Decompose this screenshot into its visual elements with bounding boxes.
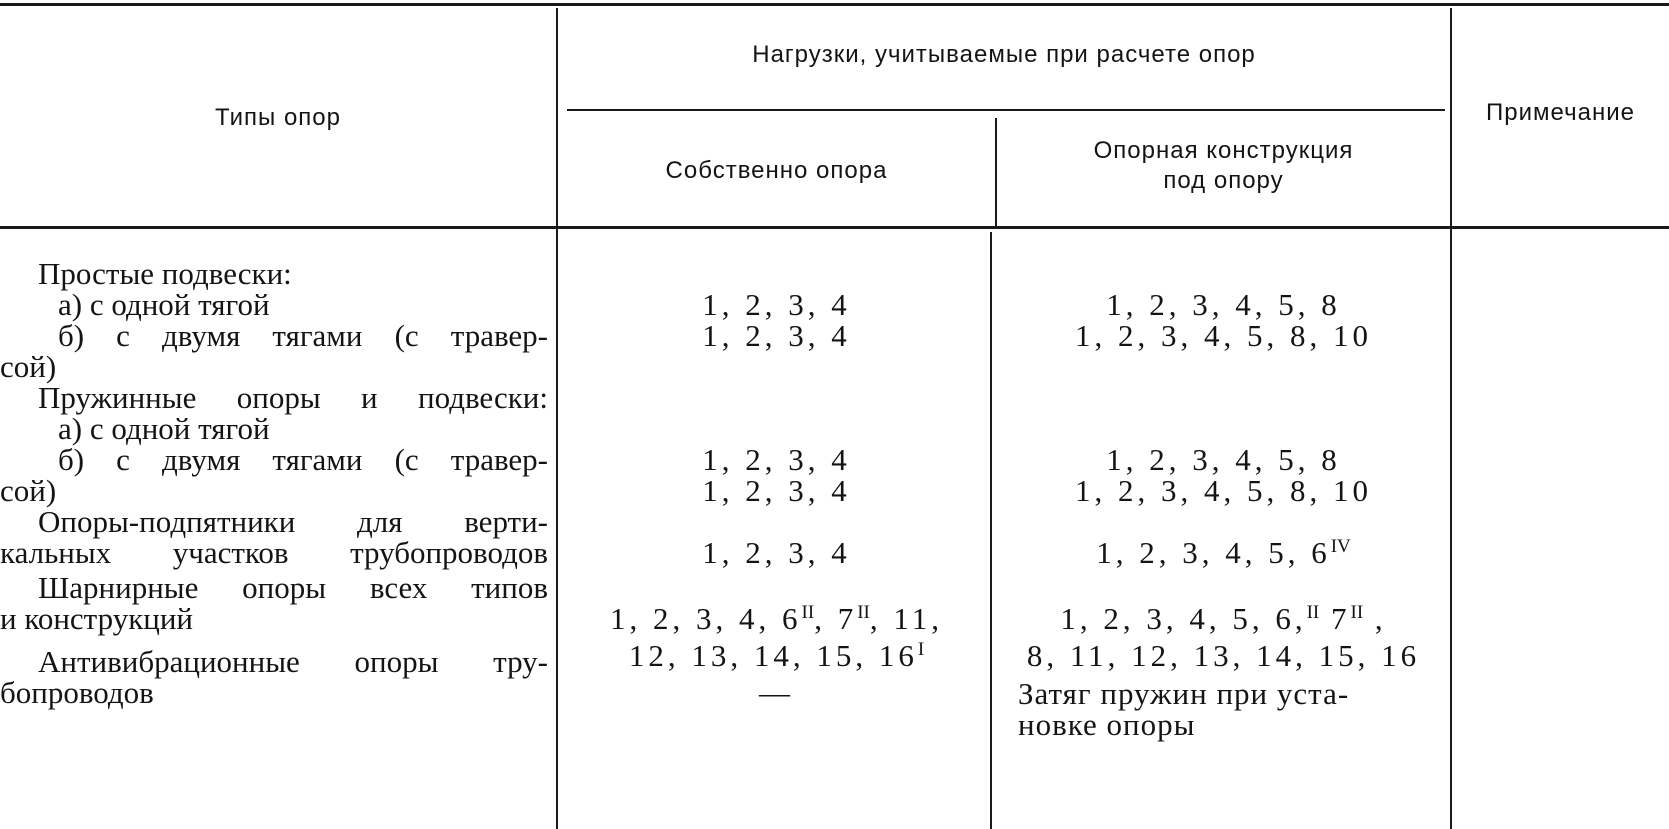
structure-loads-text: , xyxy=(1363,601,1387,636)
type-label: Пружинные опоры и подвески: xyxy=(38,380,548,415)
type-row xyxy=(0,506,548,568)
types-column xyxy=(0,258,548,708)
type-row xyxy=(0,646,548,708)
type-label: б) с двумя тягами (с травер- xyxy=(58,318,548,353)
type-label-cont: сой) xyxy=(0,473,57,508)
own-loads-text: 12, 13, 14, 15, 16 xyxy=(628,638,918,673)
type-label: Шарнирные опоры всех типов xyxy=(38,570,548,605)
structure-loads-cell xyxy=(997,537,1450,573)
own-loads-cell: 1, 2, 3, 4 xyxy=(702,473,851,508)
top-rule xyxy=(0,3,1669,6)
type-row xyxy=(0,572,548,634)
own-loads-text: , 11, xyxy=(869,601,943,636)
structure-loads-cell: 1, 2, 3, 4, 5, 8 xyxy=(1106,442,1341,477)
type-label-cont: бопроводов xyxy=(0,675,154,710)
structure-loads-cell: 8, 11, 12, 13, 14, 15, 16 xyxy=(1026,638,1421,673)
type-label: Простые подвески: xyxy=(38,256,292,291)
structure-loads-sup: II xyxy=(1306,602,1320,623)
structure-loads-text: новке опоры xyxy=(1018,707,1196,742)
own-loads-cell xyxy=(558,603,995,639)
type-row xyxy=(0,320,548,382)
header-note: Примечание xyxy=(1486,99,1635,126)
structure-loads-cell: 1, 2, 3, 4, 5, 8, 10 xyxy=(1075,318,1372,353)
own-loads-cell: 1, 2, 3, 4 xyxy=(702,442,851,477)
own-loads-cell: 1, 2, 3, 4 xyxy=(702,287,851,322)
type-label-cont: и конструкций xyxy=(0,601,194,636)
structure-loads-text: 1, 2, 3, 4, 5, 6, xyxy=(1060,601,1307,636)
type-row xyxy=(0,289,548,320)
type-label-cont: кальных участков трубопроводов xyxy=(0,535,548,570)
own-loads-sup: II xyxy=(801,602,815,623)
type-row xyxy=(0,413,548,444)
type-row xyxy=(0,444,548,506)
own-loads-cell: — xyxy=(759,675,794,710)
header-support-structure xyxy=(997,136,1450,196)
structure-loads-text: 1, 2, 3, 4, 5, 6 xyxy=(1096,535,1331,570)
own-loads-text: 1, 2, 3, 4, 6 xyxy=(610,601,802,636)
structure-loads-text: 7 xyxy=(1319,601,1351,636)
structure-loads-cell xyxy=(1018,678,1448,740)
header-loads-group: Нагрузки, учитываемые при расчете опор xyxy=(752,41,1256,68)
type-label: Антивибрационные опоры тру- xyxy=(38,644,548,679)
header-types: Типы опор xyxy=(215,104,341,131)
own-loads-cell xyxy=(558,640,995,676)
structure-loads-cell xyxy=(997,603,1450,639)
own-loads-cell: 1, 2, 3, 4 xyxy=(702,535,851,570)
type-label: б) с двумя тягами (с травер- xyxy=(58,442,548,477)
col-divider-3 xyxy=(1450,8,1452,829)
type-row xyxy=(0,258,548,289)
loads-subheader-rule xyxy=(567,109,1445,111)
own-loads-cell: 1, 2, 3, 4 xyxy=(702,318,851,353)
structure-loads-text: Затяг пружин при уста- xyxy=(1018,676,1350,711)
header-support-itself: Собственно опора xyxy=(665,157,888,184)
type-label: а) с одной тягой xyxy=(58,287,270,322)
type-label: Опоры-подпятники для верти- xyxy=(38,504,548,539)
structure-loads-sup: II xyxy=(1350,602,1364,623)
type-label: а) с одной тягой xyxy=(58,411,270,446)
own-loads-sup: II xyxy=(857,602,870,623)
structure-loads-cell: 1, 2, 3, 4, 5, 8, 10 xyxy=(1075,473,1372,508)
own-loads-sup: I xyxy=(917,639,925,660)
header-support-structure-line2: под опору xyxy=(1163,167,1284,194)
structure-loads-cell: 1, 2, 3, 4, 5, 8 xyxy=(1106,287,1341,322)
type-row xyxy=(0,382,548,413)
own-loads-text: , 7 xyxy=(814,601,858,636)
header-support-structure-line1: Опорная конструкция xyxy=(1093,137,1354,164)
header-bottom-rule xyxy=(0,226,1669,229)
type-label-cont: сой) xyxy=(0,349,57,384)
structure-loads-sup: IV xyxy=(1330,536,1351,557)
